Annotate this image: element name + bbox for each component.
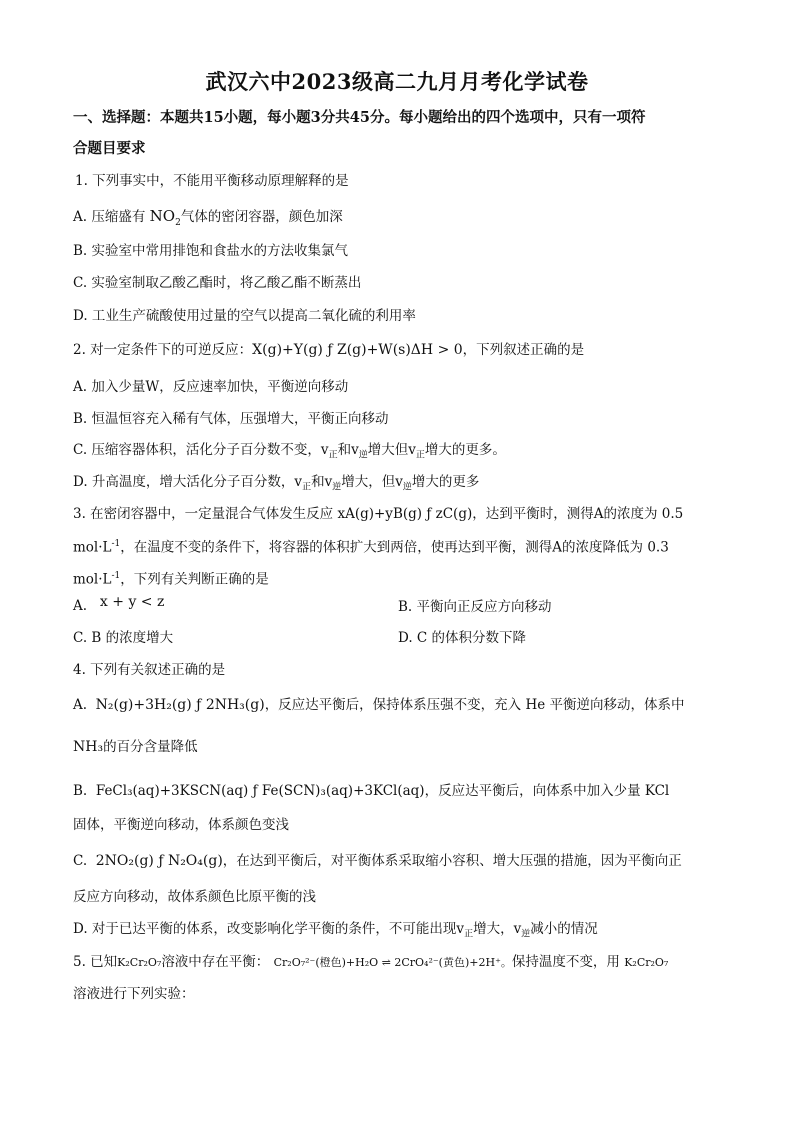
q4-stem: 4. 下列有关叙述正确的是 [73, 662, 226, 678]
q1-option-d: D. 工业生产硫酸使用过量的空气以提高二氧化硫的利用率 [73, 308, 416, 324]
q4-c-equation: 2NO₂(g) ƒ N₂O₄(g) [95, 853, 223, 869]
q3-line1: 3. 在密闭容器中，一定量混合气体发生反应 xA(g)+yB(g) ƒ zC(g)，达到平衡时，测得A的浓度为 0.5 [73, 506, 684, 522]
q2-stem [73, 340, 584, 360]
q4-option-b-line2: 固体，平衡逆向移动，体系颜色变浅 [73, 817, 289, 833]
q4-option-b: B. FeCl₃(aq)+3KSCN(aq) ƒ Fe(SCN)₃(aq)+3KCl(aq)，反应达平衡后，向体系中加入少量 KCl [73, 783, 670, 799]
q3-option-a: A. x + y < z [73, 594, 165, 614]
q3-option-c: C. B 的浓度增大 [73, 630, 174, 646]
q5-line2: 溶液进行下列实验： [73, 986, 195, 1002]
q3-line3: $mol\cdot L^{-1}$，下列有关判断正确的是 [73, 571, 269, 588]
q3-line2: $mol\cdot L^{-1}$，在温度不变的条件下，将容器的体积扩大到两倍，使再达到平衡，测得A的浓度降低为 0.3 [73, 539, 669, 556]
exam-title: 武汉六中2023级高二九月月考化学试卷 [205, 69, 589, 94]
q1-a-post: 气体的密闭容器，颜色加深 [180, 209, 343, 225]
q2-option-c: C. 压缩容器体积，活化分子百分数不变，$v_正$和$v_逆$增大但$v_正$增大的更多。 [73, 442, 506, 461]
q1-option-c: C. 实验室制取乙酸乙酯时，将乙酸乙酯不断蒸出 [73, 275, 362, 291]
q1-option-b: B. 实验室中常用排饱和食盐水的方法收集氯气 [73, 243, 349, 259]
q4-option-d: D. 对于已达平衡的体系，改变影响化学平衡的条件，不可能出现$v_正$增大，$v_逆$减小的情况 [73, 921, 598, 940]
q4-b-equation: FeCl₃(aq)+3KSCN(aq) ƒ Fe(SCN)₃(aq)+3KCl(aq) [95, 783, 425, 799]
q4-a-equation: N₂(g)+3H₂(g) ƒ 2NH₃(g) [95, 697, 265, 713]
section-heading-line2: 合题目要求 [73, 140, 146, 157]
q4-option-a-line2: NH₃的百分含量降低 [73, 739, 198, 755]
q3-a-formula: x + y < z [99, 594, 165, 610]
q2-equation: X(g)+Y(g) ƒ Z(g)+W(s)ΔH > 0 [252, 342, 463, 358]
q2-stem-post: ，下列叙述正确的是 [462, 342, 585, 358]
q3-option-d: D. C 的体积分数下降 [398, 630, 527, 646]
q4-option-a: A. N₂(g)+3H₂(g) ƒ 2NH₃(g)，反应达平衡后，保持体系压强不变，充入 He 平衡逆向移动，体系中 [73, 697, 685, 713]
q1-a-formula: $NO_2$ [149, 207, 181, 228]
q2-option-b: B. 恒温恒容充入稀有气体，压强增大，平衡正向移动 [73, 411, 389, 427]
q4-option-c-line2: 反应方向移动，故体系颜色比原平衡的浅 [73, 889, 316, 905]
q1-option-a [73, 206, 343, 233]
q2-option-a: A. 加入少量W，反应速率加快，平衡逆向移动 [73, 379, 349, 395]
q1-a-pre: A. 压缩盛有 [73, 209, 146, 225]
q3-option-b: B. 平衡向正反应方向移动 [398, 599, 552, 615]
q2-stem-pre: 2. 对一定条件下的可逆反应： [73, 342, 253, 358]
q4-option-c: C. 2NO₂(g) ƒ N₂O₄(g)，在达到平衡后，对平衡体系采取缩小容积、增大压强的措施，因为平衡向正 [73, 853, 682, 869]
section-heading-line1: 一、选择题：本题共15小题，每小题3分共45分。每小题给出的四个选项中，只有一项符 [73, 109, 646, 126]
q5-equation: Cr₂O₇²⁻(橙色)+H₂O ⇌ 2CrO₄²⁻(黄色)+2H⁺。 [273, 956, 512, 969]
q1-stem: 1. 下列事实中，不能用平衡移动原理解释的是 [75, 173, 349, 189]
q2-option-d: D. 升高温度，增大活化分子百分数，$v_正$和$v_逆$增大，但$v_逆$增大的更多 [73, 474, 480, 493]
q5-line1: 5. 已知K₂Cr₂O₇溶液中存在平衡： Cr₂O₇²⁻(橙色)+H₂O ⇌ 2CrO₄²⁻(黄色)+2H⁺。保持温度不变，用 K₂Cr₂O₇ [73, 954, 669, 970]
